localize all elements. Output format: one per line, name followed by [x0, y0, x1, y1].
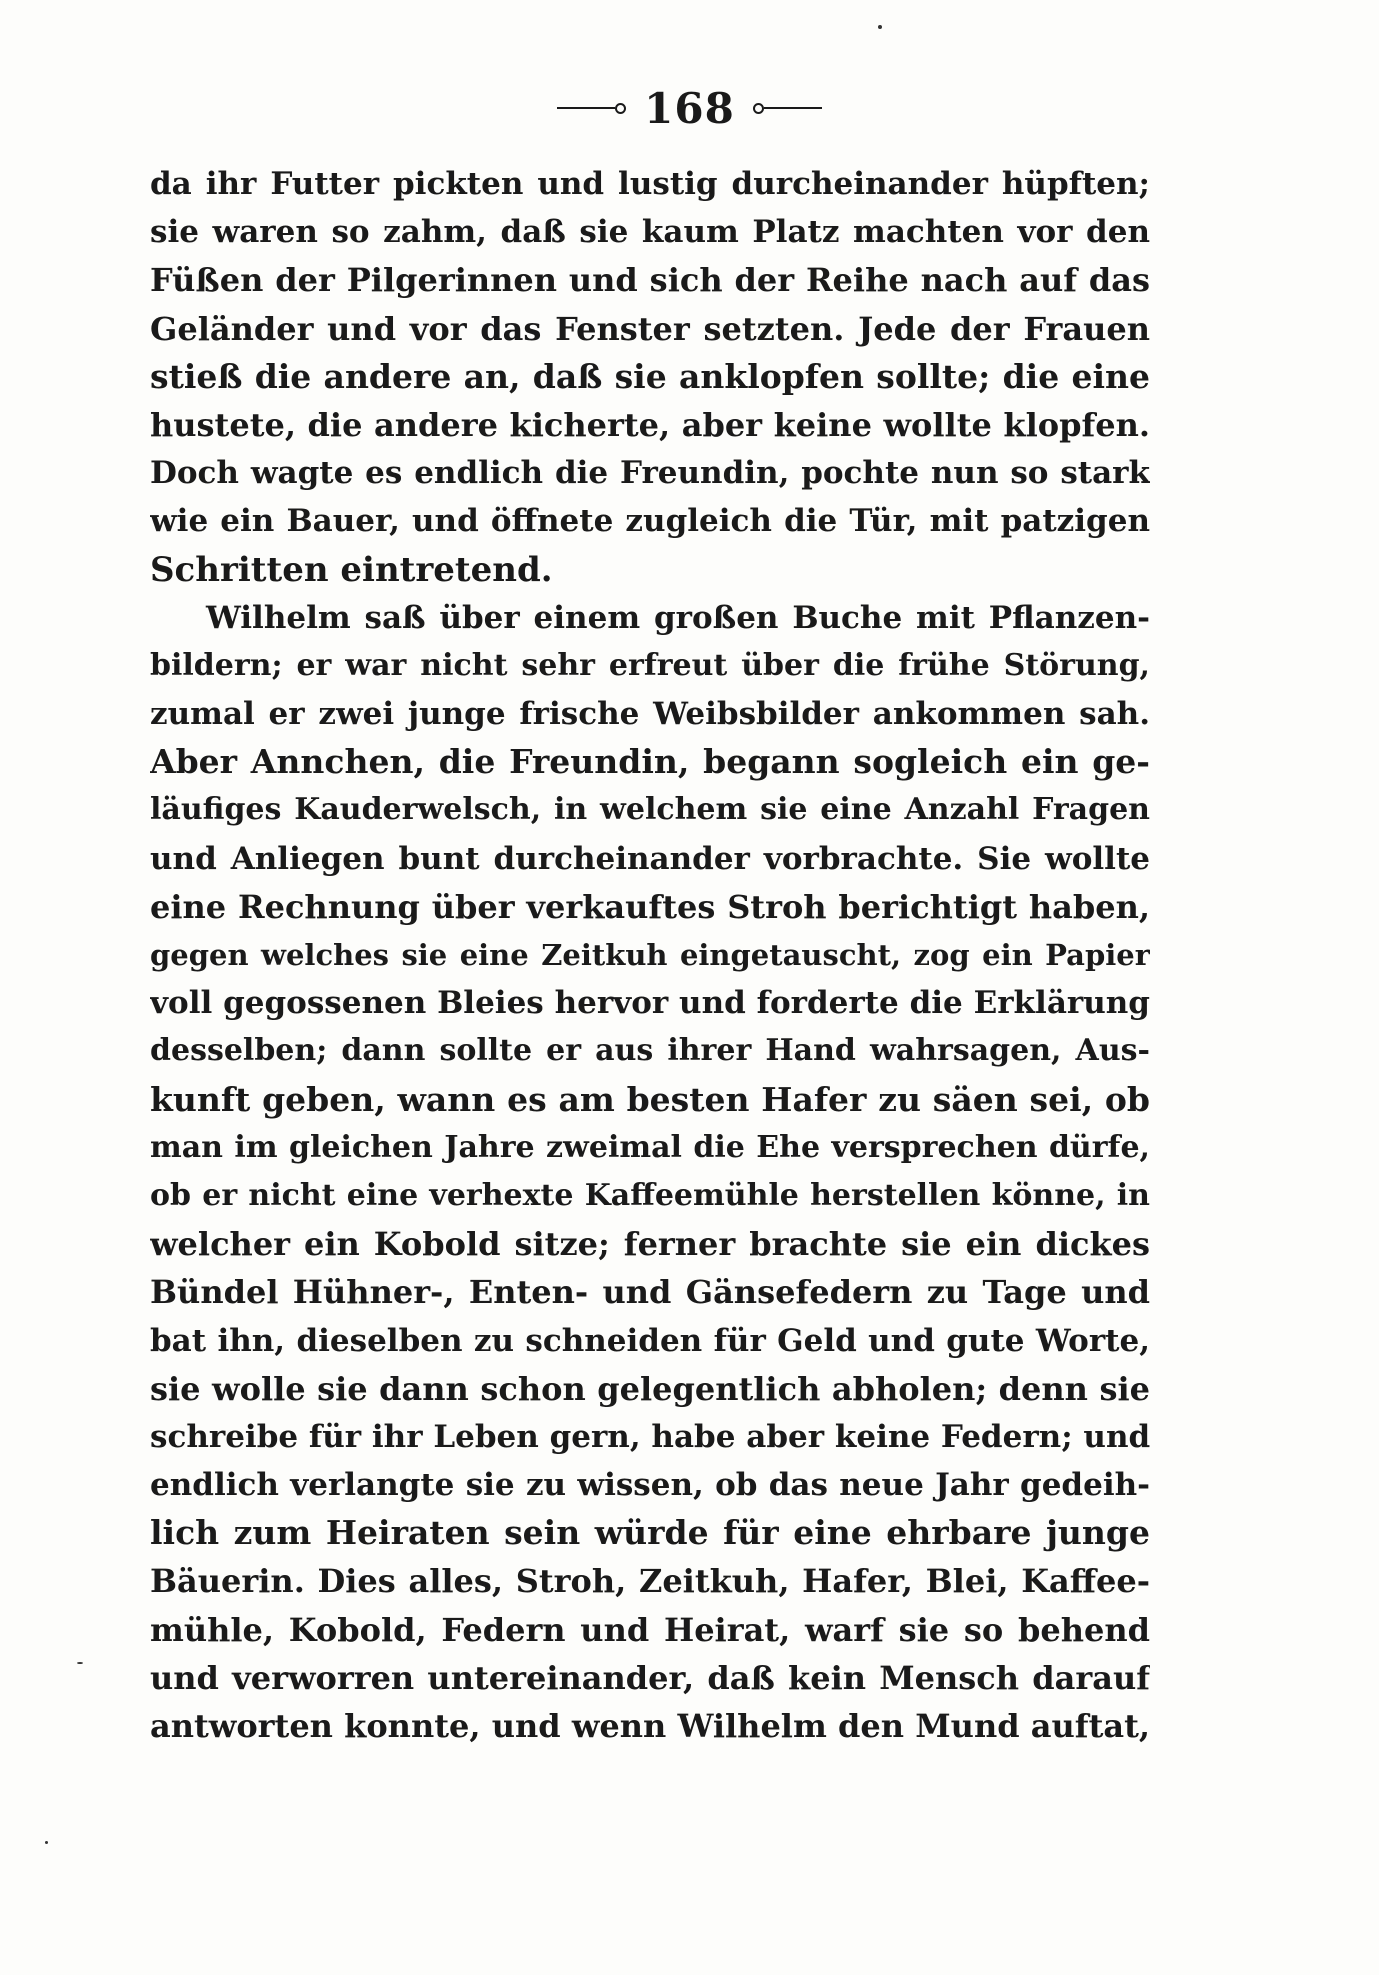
text-line: welcher ein Kobold sitze; ferner brachte sie ein dickes — [150, 1225, 1150, 1264]
text-line: und verworren untereinander, daß kein Mensch darauf — [150, 1658, 1150, 1697]
page-number: 168 — [644, 83, 735, 133]
header-ornament-right — [753, 103, 822, 114]
text-line: bildern; er war nicht sehr erfreut über die frühe Störung, — [150, 647, 1150, 683]
text-line: voll gegossenen Bleies hervor und forderte die Erklärung — [150, 985, 1150, 1022]
text-line: mühle, Kobold, Federn und Heirat, warf sie so behend — [150, 1610, 1150, 1649]
text-line: sie wolle sie dann schon gelegentlich abholen; denn sie — [150, 1369, 1150, 1408]
text-line: Aber Annchen, die Freundin, begann sogleich ein ge- — [150, 742, 1150, 782]
text-line: kunft geben, wann es am besten Hafer zu säen sei, ob — [150, 1079, 1150, 1119]
text-line: und Anliegen bunt durcheinander vorbrachte. Sie wollte — [150, 840, 1150, 877]
header-ornament-left — [557, 103, 626, 114]
paragraph-start-line: Wilhelm saß über einem großen Buche mit Pflanzen- — [206, 599, 1150, 636]
text-line: antworten konnte, und wenn Wilhelm den Mund auftat, — [150, 1707, 1150, 1745]
text-line: wie ein Bauer, und öffnete zugleich die Tür, mit patzigen — [150, 503, 1150, 540]
text-line: man im gleichen Jahre zweimal die Ehe versprechen dürfe, — [150, 1129, 1150, 1165]
text-line: ob er nicht eine verhexte Kaffeemühle herstellen könne, in — [150, 1177, 1150, 1213]
text-line: bat ihn, dieselben zu schneiden für Geld und gute Worte, — [150, 1322, 1150, 1359]
ornament-ring — [753, 103, 764, 114]
body-text — [150, 160, 1150, 1750]
text-line: eine Rechnung über verkauftes Stroh berichtigt haben, — [150, 887, 1150, 926]
ornament-line — [557, 107, 615, 109]
text-line: zumal er zwei junge frische Weibsbilder ankommen sah. — [150, 696, 1150, 733]
text-line: Füßen der Pilgerinnen und sich der Reihe nach auf das — [150, 261, 1150, 300]
text-line: stieß die andere an, daß sie anklopfen sollte; die eine — [150, 356, 1150, 396]
ink-speck — [45, 1841, 48, 1844]
text-line: gegen welches sie eine Zeitkuh eingetauscht, zog ein Papier — [150, 938, 1150, 972]
page-header — [0, 78, 1379, 138]
text-line: endlich verlangte sie zu wissen, ob das neue Jahr gedeih- — [150, 1467, 1150, 1504]
ornament-ring — [615, 103, 626, 114]
text-line: Geländer und vor das Fenster setzten. Jede der Frauen — [150, 309, 1150, 348]
text-line: schreibe für ihr Leben gern, habe aber keine Federn; und — [150, 1418, 1150, 1455]
text-line: hustete, die andere kicherte, aber keine wollte klopfen. — [150, 405, 1150, 444]
text-line: sie waren so zahm, daß sie kaum Platz machten vor den — [150, 214, 1150, 251]
ink-speck — [878, 25, 882, 29]
text-line: lich zum Heiraten sein würde für eine ehrbare junge — [150, 1513, 1150, 1553]
text-line: desselben; dann sollte er aus ihrer Hand wahrsagen, Aus- — [150, 1033, 1150, 1069]
text-line: Doch wagte es endlich die Freundin, pochte nun so stark — [150, 455, 1150, 492]
ink-speck — [77, 1662, 83, 1664]
text-line: Bäuerin. Dies alles, Stroh, Zeitkuh, Hafer, Blei, Kaffee- — [150, 1562, 1150, 1601]
text-line: da ihr Futter pickten und lustig durcheinander hüpften; — [150, 166, 1150, 202]
ornament-line — [764, 107, 822, 109]
text-line: läufiges Kauderwelsch, in welchem sie eine Anzahl Fragen — [150, 792, 1150, 828]
paragraph-end-line: Schritten eintretend. — [150, 549, 553, 590]
text-line: Bündel Hühner-, Enten- und Gänsefedern zu Tage und — [150, 1273, 1150, 1312]
